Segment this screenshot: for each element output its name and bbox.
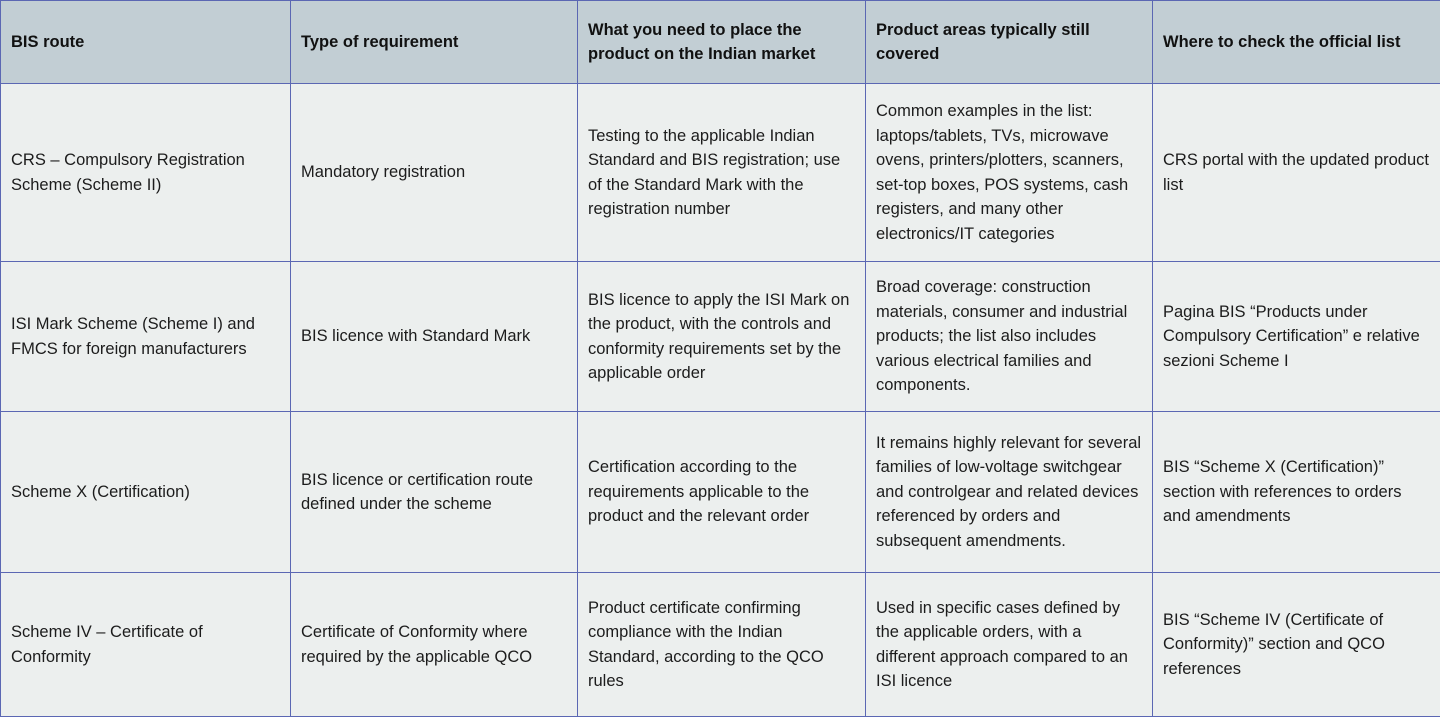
cell-product-areas: It remains highly relevant for several families of low-voltage switchgear and controlgear and related devices referenced by orders and subsequent amendments. (866, 412, 1153, 573)
table-row (1, 84, 1440, 262)
cell-bis-route: Scheme IV – Certificate of Conformity (1, 573, 291, 717)
cell-product-areas: Broad coverage: construction materials, consumer and industrial products; the list also includes various electrical families and components. (866, 262, 1153, 412)
cell-bis-route: ISI Mark Scheme (Scheme I) and FMCS for foreign manufacturers (1, 262, 291, 412)
cell-where-to-check: BIS “Scheme X (Certification)” section with references to orders and amendments (1153, 412, 1440, 573)
cell-type: Certificate of Conformity where required by the applicable QCO (291, 573, 578, 717)
header-where-to-check: Where to check the official list (1153, 1, 1440, 84)
cell-what-you-need: Certification according to the requirements applicable to the product and the relevant order (578, 412, 866, 573)
header-row (1, 1, 1440, 84)
cell-type: BIS licence or certification route defined under the scheme (291, 412, 578, 573)
header-type-of-requirement: Type of requirement (291, 1, 578, 84)
table-row (1, 262, 1440, 412)
cell-what-you-need: Product certificate confirming compliance with the Indian Standard, according to the QCO rules (578, 573, 866, 717)
cell-what-you-need: Testing to the applicable Indian Standard and BIS registration; use of the Standard Mark with the registration number (578, 84, 866, 262)
table-row (1, 573, 1440, 717)
cell-where-to-check: Pagina BIS “Products under Compulsory Certification” e relative sezioni Scheme I (1153, 262, 1440, 412)
cell-product-areas: Common examples in the list: laptops/tablets, TVs, microwave ovens, printers/plotters, scanners, set-top boxes, POS systems, cash registers, and many other electronics/IT categories (866, 84, 1153, 262)
cell-what-you-need: BIS licence to apply the ISI Mark on the product, with the controls and conformity requirements set by the applicable order (578, 262, 866, 412)
cell-type: Mandatory registration (291, 84, 578, 262)
cell-bis-route: Scheme X (Certification) (1, 412, 291, 573)
cell-type: BIS licence with Standard Mark (291, 262, 578, 412)
cell-bis-route: CRS – Compulsory Registration Scheme (Scheme II) (1, 84, 291, 262)
table-row (1, 412, 1440, 573)
cell-where-to-check: BIS “Scheme IV (Certificate of Conformity)” section and QCO references (1153, 573, 1440, 717)
cell-where-to-check: CRS portal with the updated product list (1153, 84, 1440, 262)
header-what-you-need: What you need to place the product on the Indian market (578, 1, 866, 84)
header-bis-route: BIS route (1, 1, 291, 84)
cell-product-areas: Used in specific cases defined by the applicable orders, with a different approach compared to an ISI licence (866, 573, 1153, 717)
header-product-areas: Product areas typically still covered (866, 1, 1153, 84)
